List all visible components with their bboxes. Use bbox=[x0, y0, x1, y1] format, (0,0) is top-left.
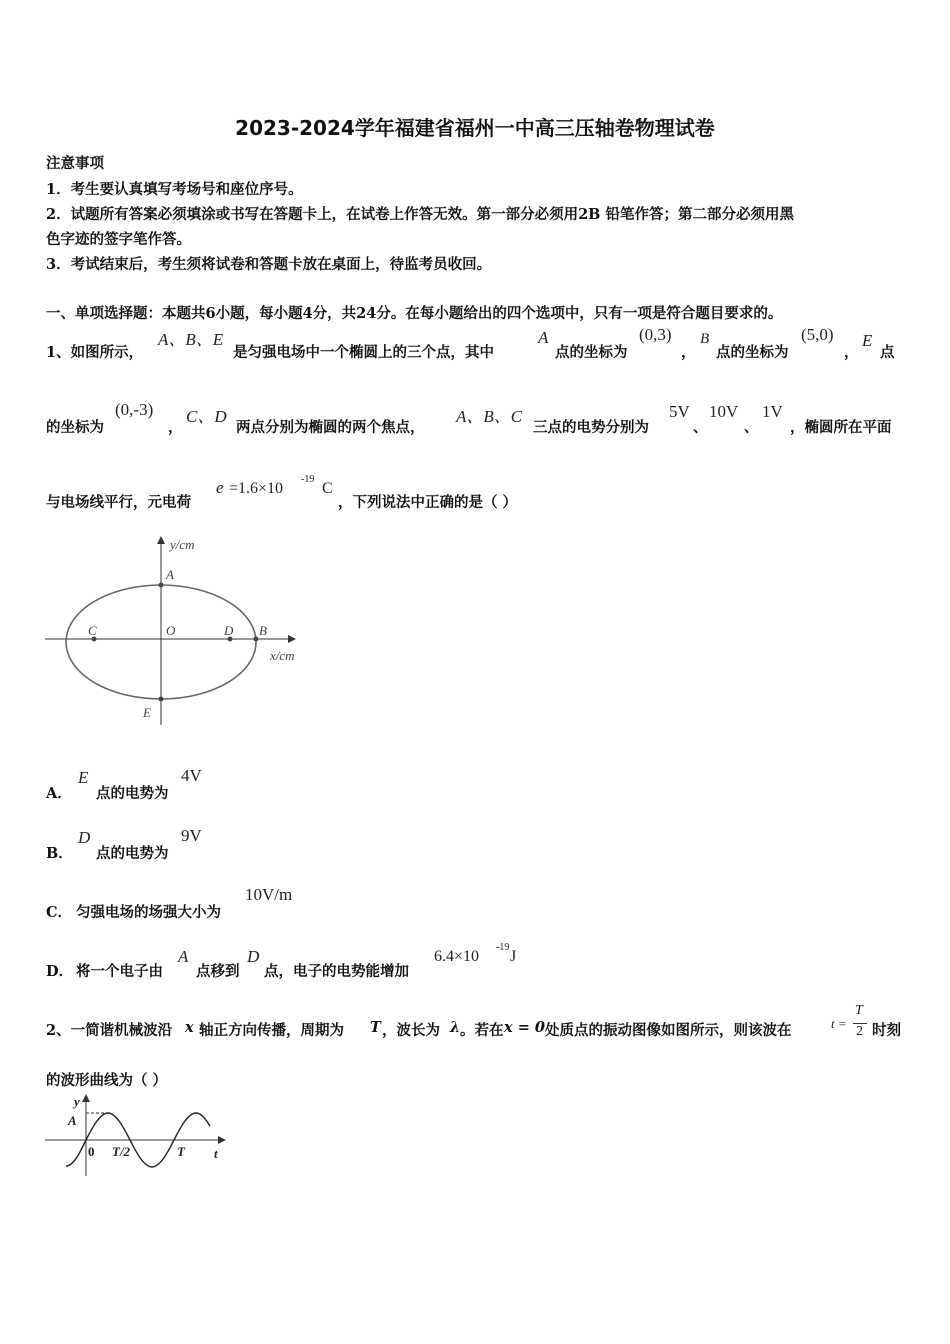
q1-text: 点的坐标为 bbox=[716, 344, 789, 361]
q1-text: ， bbox=[681, 344, 696, 361]
q1-text: 两点分别为椭圆的两个焦点， bbox=[236, 419, 425, 436]
ellipse-figure bbox=[40, 530, 320, 730]
option-b-math: 9V bbox=[181, 826, 202, 845]
q1-text: ，椭圆所在平面 bbox=[790, 419, 892, 436]
note-item-2-cont: 色字迹的签字笔作答。 bbox=[46, 231, 191, 248]
q2-text: 处质点的振动图像如图所示，则该波在 bbox=[545, 1022, 792, 1039]
point-a-dot bbox=[159, 583, 164, 588]
q2-math: t = bbox=[831, 1016, 847, 1031]
y-axis-arrow-icon bbox=[82, 1094, 90, 1102]
point-e-dot bbox=[159, 697, 164, 702]
option-a-math: 4V bbox=[181, 766, 202, 785]
q2-text: x = 0 bbox=[504, 1019, 545, 1036]
vibration-figure bbox=[40, 1090, 240, 1180]
origin-label: O bbox=[166, 623, 176, 638]
point-b-label: B bbox=[259, 623, 267, 638]
origin-label: 0 bbox=[88, 1144, 95, 1159]
q1-text: 点的坐标为 bbox=[555, 344, 628, 361]
q1-text: ， bbox=[844, 344, 859, 361]
q1-text: 与电场线平行，元电荷 bbox=[46, 494, 191, 511]
option-c-math: 10V/m bbox=[245, 885, 293, 904]
t-label: t bbox=[214, 1146, 218, 1161]
q2-frac-den: 2 bbox=[856, 1024, 863, 1039]
option-d-math: J bbox=[510, 948, 517, 965]
q1-math: A bbox=[538, 328, 549, 347]
q1-math: E bbox=[862, 331, 873, 350]
q2-frac-num: T bbox=[855, 1003, 863, 1018]
option-d-math: -19 bbox=[496, 942, 510, 953]
option-d-math: A bbox=[178, 947, 189, 966]
t-axis-arrow-icon bbox=[218, 1136, 226, 1144]
option-d-text: 将一个电子由 bbox=[76, 963, 163, 980]
option-d-text: 点移到 bbox=[196, 963, 240, 980]
option-b-text: 点的电势为 bbox=[96, 845, 169, 862]
q1-math: (5,0) bbox=[801, 325, 834, 344]
q1-text: 、 bbox=[744, 419, 759, 436]
q2-text: x bbox=[185, 1019, 194, 1036]
q1-math: 10V bbox=[709, 402, 739, 421]
q1-math: -19 bbox=[301, 474, 315, 485]
option-d-math: D bbox=[247, 947, 260, 966]
q1-text: 点 bbox=[880, 344, 895, 361]
point-a-label: A bbox=[166, 567, 174, 582]
q1-math: 5V bbox=[669, 402, 690, 421]
option-c-label: C． bbox=[46, 904, 73, 921]
q1-text: ， bbox=[168, 419, 183, 436]
amplitude-label: A bbox=[68, 1113, 77, 1128]
q1-math: C、D bbox=[186, 407, 227, 426]
q1-math: (0,3) bbox=[639, 325, 672, 344]
note-item-2: 2．试题所有答案必须填涂或书写在答题卡上，在试卷上作答无效。第一部分必须用2B 铅笔作答；第二部分必须用黑 bbox=[46, 206, 794, 223]
q1-math: e bbox=[216, 478, 224, 497]
q1-math: A、B、E bbox=[158, 330, 224, 349]
section-heading: 一、单项选择题：本题共6小题，每小题4分，共24分。在每小题给出的四个选项中，只有一项是符合题目要求的。 bbox=[46, 305, 783, 322]
notes-heading: 注意事项 bbox=[46, 155, 104, 172]
q2-text: ，波长为 bbox=[382, 1022, 440, 1039]
q1-math: C bbox=[322, 480, 333, 497]
point-c-label: C bbox=[88, 623, 97, 638]
q2-text: λ bbox=[450, 1019, 461, 1036]
q1-math: (0,-3) bbox=[115, 400, 154, 419]
y-axis-arrow-icon bbox=[157, 536, 165, 544]
q2-text: 轴正方向传播，周期为 bbox=[199, 1022, 344, 1039]
point-d-label: D bbox=[224, 623, 234, 638]
note-item-3: 3．考试结束后，考生须将试卷和答题卡放在桌面上，待监考员收回。 bbox=[46, 256, 492, 273]
q2-text: T bbox=[370, 1019, 381, 1036]
y-label: y bbox=[74, 1094, 80, 1109]
q1-text: 的坐标为 bbox=[46, 419, 104, 436]
point-e-label: E bbox=[143, 705, 151, 720]
q2-text: 。若在 bbox=[460, 1022, 504, 1039]
x-axis-label: x/cm bbox=[270, 648, 295, 663]
note-item-1: 1．考生要认真填写考场号和座位序号。 bbox=[46, 181, 303, 198]
option-d-math: 6.4×10 bbox=[434, 948, 480, 965]
option-b-label: B． bbox=[46, 845, 73, 862]
option-b-math: D bbox=[78, 828, 91, 847]
option-a-text: 点的电势为 bbox=[96, 785, 169, 802]
q2-text: 的波形曲线为（ ） bbox=[46, 1072, 168, 1089]
option-a-label: A． bbox=[46, 785, 72, 802]
q1-text: 是匀强电场中一个椭圆上的三个点，其中 bbox=[233, 344, 494, 361]
option-c-text: 匀强电场的场强大小为 bbox=[76, 904, 221, 921]
period-label: T bbox=[177, 1144, 185, 1159]
q1-text: ，下列说法中正确的是（ ） bbox=[338, 494, 518, 511]
x-axis-arrow-icon bbox=[288, 635, 296, 643]
y-axis-label: y/cm bbox=[170, 537, 195, 552]
page-title: 2023-2024学年福建省福州一中高三压轴卷物理试卷 bbox=[235, 116, 715, 140]
half-period-label: T/2 bbox=[112, 1144, 131, 1159]
option-d-label: D． bbox=[46, 963, 74, 980]
q1-text: 、 bbox=[693, 419, 708, 436]
q1-math: 1V bbox=[762, 402, 783, 421]
option-d-text: 点，电子的电势能增加 bbox=[264, 963, 409, 980]
q2-text: 时刻 bbox=[872, 1022, 901, 1039]
q2-text: 2、一简谐机械波沿 bbox=[46, 1022, 173, 1039]
q1-text: 三点的电势分别为 bbox=[533, 419, 649, 436]
q1-math: =1.6×10 bbox=[229, 480, 284, 497]
point-b-dot bbox=[254, 637, 259, 642]
option-a-math: E bbox=[78, 768, 89, 787]
q1-math: B bbox=[700, 331, 710, 347]
q1-text: 1、如图所示， bbox=[46, 344, 144, 361]
q1-math: A、B、C bbox=[456, 407, 523, 426]
